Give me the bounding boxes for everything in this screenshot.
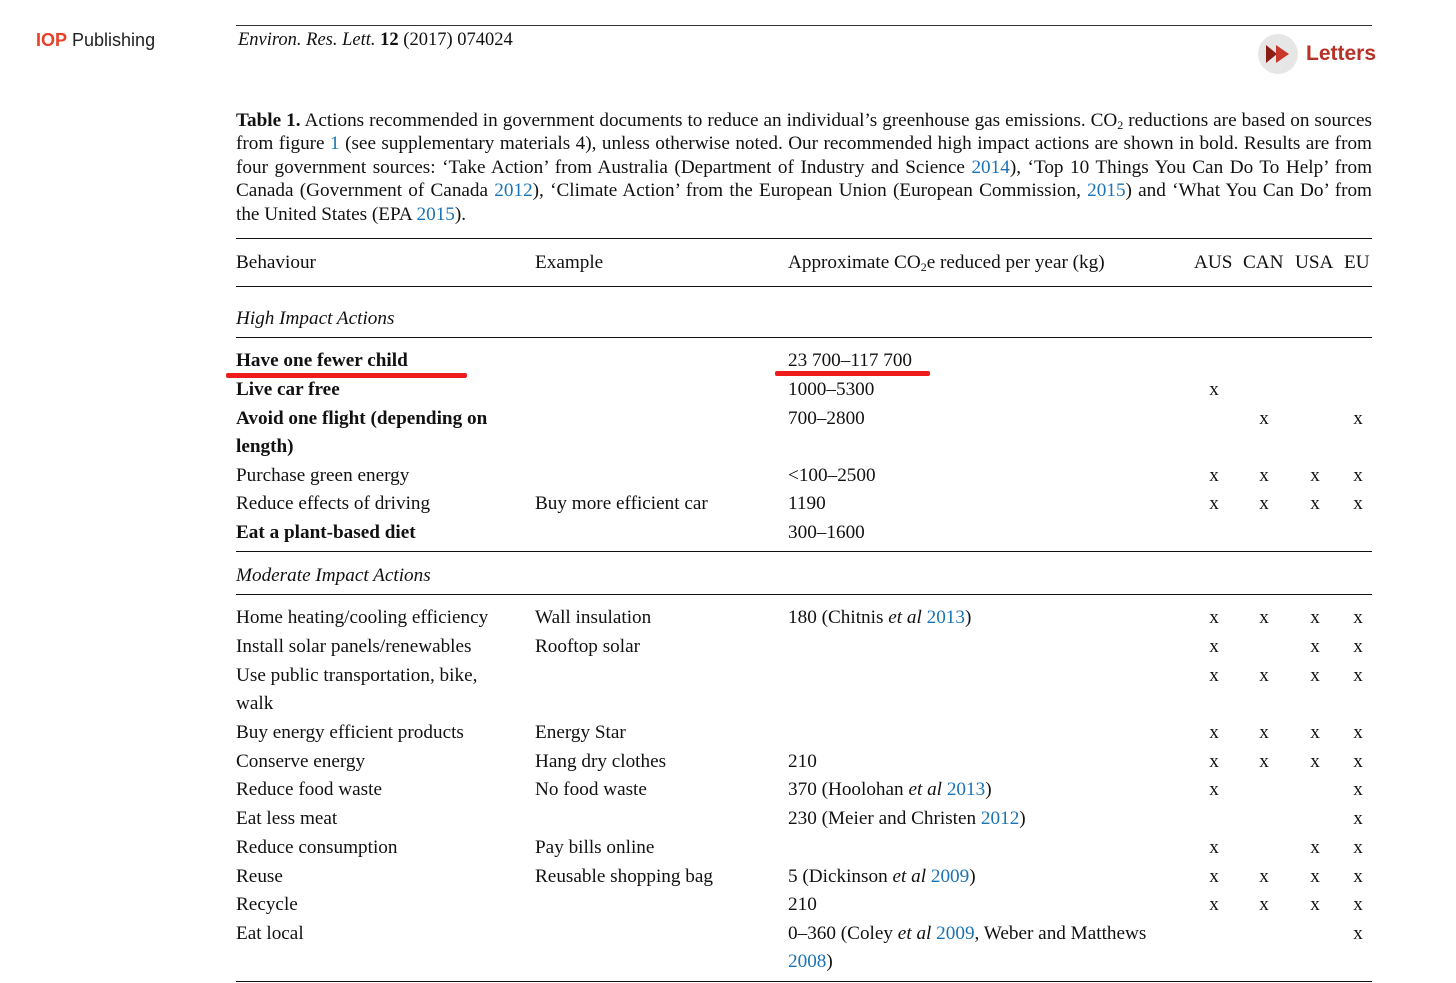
mark-eu: x	[1353, 408, 1363, 429]
value-etal: et al	[897, 923, 932, 944]
mark-eu: x	[1353, 493, 1363, 514]
mark-eu: x	[1353, 837, 1363, 858]
mark-eu: x	[1353, 923, 1363, 944]
mark-can: x	[1259, 722, 1269, 743]
caption-subscript: 2	[1117, 118, 1124, 132]
row-example: Wall insulation	[535, 607, 652, 628]
publisher-name: Publishing	[67, 30, 156, 50]
row-value	[788, 808, 1026, 830]
row-behaviour: Reuse	[236, 866, 283, 887]
mark-aus: x	[1209, 607, 1219, 628]
caption-text: ), ‘Top 10 Things You Can Do To Help’ from Canada (Government of Canada	[236, 156, 1372, 202]
row-value: 700–2800	[788, 408, 865, 429]
caption-text: ).	[454, 203, 467, 225]
table-bottom-rule	[236, 981, 1372, 982]
reference-link[interactable]: 2015	[1087, 180, 1126, 202]
row-value	[788, 607, 971, 629]
row-value: 23 700–117 700	[788, 350, 913, 371]
row-behaviour-continued: walk	[236, 693, 274, 714]
header-co2-text: e reduced per year (kg)	[926, 252, 1105, 273]
row-behaviour-continued: length)	[236, 436, 294, 457]
row-value-continued	[788, 951, 833, 973]
value-text: 5 (Dickinson	[788, 866, 893, 887]
value-text: 230 (Meier and Christen	[788, 808, 981, 829]
reference-link[interactable]: 2008	[788, 951, 827, 972]
mark-aus: x	[1209, 722, 1219, 743]
mark-aus: x	[1209, 493, 1219, 514]
mark-can: x	[1259, 866, 1269, 887]
mark-usa: x	[1310, 837, 1320, 858]
reference-link[interactable]: 2013	[926, 607, 965, 628]
row-behaviour: Reduce effects of driving	[236, 493, 431, 514]
row-value: 210	[788, 751, 817, 772]
mark-usa: x	[1310, 465, 1320, 486]
caption-text: reductions are based on sources from figure	[236, 110, 1372, 155]
header-example: Example	[535, 252, 604, 273]
section-rule	[236, 337, 1372, 338]
header-co2-subscript: 2	[920, 260, 927, 274]
mark-eu: x	[1353, 808, 1363, 829]
row-behaviour: Eat a plant-based diet	[236, 522, 416, 543]
mark-usa: x	[1310, 866, 1320, 887]
mark-eu: x	[1353, 665, 1363, 686]
header-eu: EU	[1344, 252, 1370, 273]
mark-usa: x	[1310, 894, 1320, 915]
mark-aus: x	[1209, 837, 1219, 858]
row-behaviour: Home heating/cooling efficiency	[236, 607, 489, 628]
header-aus: AUS	[1194, 252, 1233, 273]
row-example: Energy Star	[535, 722, 626, 743]
highlight-underline	[775, 371, 930, 376]
mark-eu: x	[1353, 779, 1363, 800]
mark-aus: x	[1209, 866, 1219, 887]
row-value	[788, 779, 992, 801]
mark-usa: x	[1310, 636, 1320, 657]
value-text: )	[964, 607, 972, 628]
mark-eu: x	[1353, 607, 1363, 628]
mark-eu: x	[1353, 722, 1363, 743]
mark-usa: x	[1310, 607, 1320, 628]
row-value: 300–1600	[788, 522, 865, 543]
double-play-arrow-icon	[1258, 34, 1298, 74]
mark-can: x	[1259, 408, 1269, 429]
row-value: <100–2500	[788, 465, 876, 486]
iop-publishing-logo	[36, 30, 155, 51]
mark-can: x	[1259, 751, 1269, 772]
row-example: Hang dry clothes	[535, 751, 667, 772]
value-text: )	[826, 951, 833, 972]
mark-can: x	[1259, 607, 1269, 628]
value-etal: et al	[888, 607, 922, 628]
letters-label: Letters	[1306, 42, 1377, 65]
row-value: 210	[788, 894, 817, 915]
row-behaviour: Use public transportation, bike,	[236, 665, 478, 686]
row-behaviour: Eat local	[236, 923, 304, 944]
header-bottom-rule	[236, 286, 1372, 287]
mark-eu: x	[1353, 636, 1363, 657]
row-behaviour: Eat less meat	[236, 808, 338, 829]
row-behaviour: Install solar panels/renewables	[236, 636, 472, 657]
section-high-impact: High Impact Actions	[236, 308, 395, 329]
row-behaviour: Recycle	[236, 894, 298, 915]
caption-text: ), ‘Climate Action’ from the European Union (European Commission,	[532, 180, 1088, 202]
mark-usa: x	[1310, 722, 1320, 743]
table-top-rule	[236, 238, 1372, 239]
row-value	[788, 866, 976, 888]
mark-aus: x	[1209, 894, 1219, 915]
mark-eu: x	[1353, 465, 1363, 486]
header-co2-text: Approximate CO	[788, 252, 921, 273]
value-etal: et al	[892, 866, 927, 887]
value-text: 0–360 (Coley	[788, 923, 898, 944]
header-usa: USA	[1295, 252, 1334, 273]
figure-link[interactable]: 1	[330, 133, 340, 155]
iop-mark: IOP	[36, 30, 68, 50]
caption-text: Actions recommended in government documents to reduce an individual’s greenhouse gas emissions. CO	[300, 110, 1118, 131]
mark-can: x	[1259, 493, 1269, 514]
journal-name: Environ. Res. Lett.	[238, 30, 376, 50]
reference-link[interactable]: 2012	[494, 180, 533, 202]
row-behaviour: Reduce consumption	[236, 837, 398, 858]
row-value: 1000–5300	[788, 379, 875, 400]
letters-badge	[1258, 34, 1376, 74]
value-etal: et al	[908, 779, 943, 800]
mark-aus: x	[1209, 379, 1219, 400]
table-label: Table 1.	[236, 110, 301, 131]
mark-usa: x	[1310, 751, 1320, 772]
row-behaviour: Live car free	[236, 379, 340, 400]
mark-can: x	[1259, 465, 1269, 486]
journal-volume: 12	[380, 30, 399, 50]
reference-link[interactable]: 2014	[971, 156, 1010, 178]
mark-aus: x	[1209, 751, 1219, 772]
journal-year-article: (2017) 074024	[398, 30, 513, 50]
header-rule	[236, 25, 1372, 26]
mark-aus: x	[1209, 465, 1219, 486]
header-behaviour: Behaviour	[236, 252, 316, 273]
row-behaviour: Reduce food waste	[236, 779, 382, 800]
row-example: Buy more efficient car	[535, 493, 708, 514]
mark-can: x	[1259, 894, 1269, 915]
mark-eu: x	[1353, 866, 1363, 887]
row-behaviour: Buy energy efficient products	[236, 722, 464, 743]
reference-link[interactable]: 2015	[416, 203, 455, 225]
table-caption	[236, 109, 1372, 226]
row-value	[788, 923, 1146, 945]
value-text: )	[969, 866, 976, 887]
caption-text: ) and ‘What You Can Do’ from the United States (EPA	[236, 180, 1372, 225]
caption-text: (see supplementary materials 4), unless otherwise noted. Our recommended high impact actions are shown in bold. Results are from four government sources: ‘Take Action’ from Australia (Department of Industry and Science	[236, 133, 1372, 178]
mark-aus: x	[1209, 636, 1219, 657]
mark-can: x	[1259, 665, 1269, 686]
row-behaviour: Conserve energy	[236, 751, 366, 772]
row-behaviour: Purchase green energy	[236, 465, 410, 486]
value-text: )	[1019, 808, 1026, 829]
mark-aus: x	[1209, 779, 1219, 800]
reference-link[interactable]: 2013	[946, 779, 986, 800]
mark-usa: x	[1310, 493, 1320, 514]
row-example: No food waste	[535, 779, 647, 800]
value-text: 180 (Chitnis	[788, 607, 889, 628]
header-co2-reduction	[788, 252, 1105, 274]
section-rule	[236, 594, 1372, 595]
value-text: )	[985, 779, 992, 800]
row-behaviour: Avoid one flight (depending on	[236, 408, 488, 429]
mark-eu: x	[1353, 894, 1363, 915]
row-example: Reusable shopping bag	[535, 866, 713, 887]
mark-aus: x	[1209, 665, 1219, 686]
reference-link[interactable]: 2009	[936, 923, 975, 944]
reference-link[interactable]: 2009	[930, 866, 970, 887]
value-text: 370 (Hoolohan	[788, 779, 909, 800]
value-text: , Weber and Matthews	[974, 923, 1147, 944]
journal-citation	[238, 30, 513, 51]
section-moderate-impact: Moderate Impact Actions	[236, 565, 431, 586]
row-example: Rooftop solar	[535, 636, 640, 657]
highlight-underline	[226, 373, 467, 378]
row-behaviour: Have one fewer child	[236, 350, 408, 371]
mark-eu: x	[1353, 751, 1363, 772]
reference-link[interactable]: 2012	[980, 808, 1020, 829]
mark-usa: x	[1310, 665, 1320, 686]
section-rule	[236, 551, 1372, 552]
row-example: Pay bills online	[535, 837, 655, 858]
header-can: CAN	[1243, 252, 1284, 273]
row-value: 1190	[788, 493, 826, 514]
